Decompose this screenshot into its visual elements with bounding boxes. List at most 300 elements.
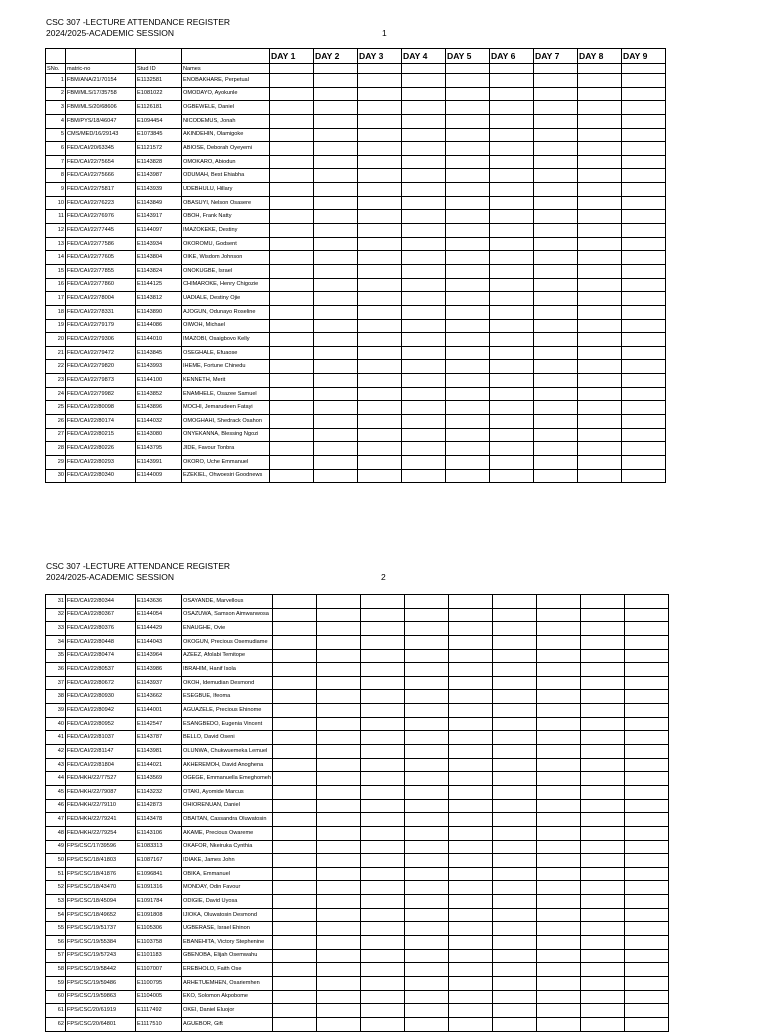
attendance-cell-day-3[interactable]: [360, 1017, 404, 1031]
attendance-cell-day-7[interactable]: [536, 854, 580, 868]
attendance-cell-day-1[interactable]: [270, 469, 314, 483]
attendance-cell-day-7[interactable]: [534, 224, 578, 238]
attendance-cell-day-7[interactable]: [536, 990, 580, 1004]
attendance-cell-day-6[interactable]: [490, 87, 534, 101]
attendance-cell-day-6[interactable]: [490, 210, 534, 224]
attendance-cell-day-6[interactable]: [492, 704, 536, 718]
attendance-cell-day-8[interactable]: [578, 87, 622, 101]
attendance-cell-day-5[interactable]: [448, 635, 492, 649]
attendance-cell-day-5[interactable]: [446, 183, 490, 197]
attendance-cell-day-7[interactable]: [536, 1017, 580, 1031]
attendance-cell-day-5[interactable]: [446, 74, 490, 88]
attendance-cell-day-2[interactable]: [314, 224, 358, 238]
attendance-cell-day-6[interactable]: [490, 360, 534, 374]
attendance-cell-day-7[interactable]: [536, 936, 580, 950]
attendance-cell-day-2[interactable]: [316, 758, 360, 772]
attendance-cell-day-5[interactable]: [448, 1004, 492, 1018]
attendance-cell-day-4[interactable]: [404, 745, 448, 759]
attendance-cell-day-7[interactable]: [534, 264, 578, 278]
attendance-cell-day-2[interactable]: [314, 101, 358, 115]
attendance-cell-day-6[interactable]: [490, 346, 534, 360]
attendance-cell-day-6[interactable]: [490, 401, 534, 415]
attendance-cell-day-1[interactable]: [272, 608, 316, 622]
attendance-cell-day-3[interactable]: [358, 87, 402, 101]
attendance-cell-day-1[interactable]: [270, 142, 314, 156]
attendance-cell-day-9[interactable]: [622, 169, 666, 183]
attendance-cell-day-6[interactable]: [490, 155, 534, 169]
attendance-cell-day-2[interactable]: [314, 346, 358, 360]
attendance-cell-day-2[interactable]: [316, 690, 360, 704]
attendance-cell-day-1[interactable]: [272, 772, 316, 786]
attendance-cell-day-3[interactable]: [360, 840, 404, 854]
attendance-cell-day-9[interactable]: [624, 813, 668, 827]
attendance-cell-day-4[interactable]: [404, 854, 448, 868]
attendance-cell-day-3[interactable]: [360, 595, 404, 609]
attendance-cell-day-8[interactable]: [580, 895, 624, 909]
attendance-cell-day-4[interactable]: [404, 922, 448, 936]
attendance-cell-day-8[interactable]: [578, 415, 622, 429]
attendance-cell-day-2[interactable]: [314, 278, 358, 292]
attendance-cell-day-8[interactable]: [578, 401, 622, 415]
attendance-cell-day-9[interactable]: [624, 840, 668, 854]
attendance-cell-day-5[interactable]: [448, 895, 492, 909]
attendance-cell-day-2[interactable]: [314, 319, 358, 333]
attendance-cell-day-5[interactable]: [446, 292, 490, 306]
attendance-cell-day-7[interactable]: [536, 895, 580, 909]
attendance-cell-day-3[interactable]: [358, 183, 402, 197]
attendance-cell-day-9[interactable]: [624, 949, 668, 963]
attendance-cell-day-4[interactable]: [404, 622, 448, 636]
attendance-cell-day-5[interactable]: [446, 155, 490, 169]
attendance-cell-day-3[interactable]: [358, 346, 402, 360]
attendance-cell-day-9[interactable]: [624, 704, 668, 718]
attendance-cell-day-1[interactable]: [272, 949, 316, 963]
attendance-cell-day-1[interactable]: [272, 649, 316, 663]
attendance-cell-day-9[interactable]: [622, 142, 666, 156]
attendance-cell-day-9[interactable]: [622, 278, 666, 292]
attendance-cell-day-8[interactable]: [580, 595, 624, 609]
attendance-cell-day-2[interactable]: [314, 196, 358, 210]
attendance-cell-day-5[interactable]: [448, 595, 492, 609]
attendance-cell-day-2[interactable]: [316, 895, 360, 909]
attendance-cell-day-9[interactable]: [622, 374, 666, 388]
attendance-cell-day-2[interactable]: [314, 333, 358, 347]
attendance-cell-day-1[interactable]: [272, 1004, 316, 1018]
attendance-cell-day-7[interactable]: [536, 663, 580, 677]
attendance-cell-day-3[interactable]: [358, 155, 402, 169]
attendance-cell-day-9[interactable]: [622, 333, 666, 347]
attendance-cell-day-4[interactable]: [402, 401, 446, 415]
attendance-cell-day-2[interactable]: [314, 237, 358, 251]
attendance-cell-day-6[interactable]: [492, 663, 536, 677]
attendance-cell-day-2[interactable]: [316, 731, 360, 745]
attendance-cell-day-6[interactable]: [492, 826, 536, 840]
attendance-cell-day-2[interactable]: [314, 292, 358, 306]
attendance-cell-day-9[interactable]: [622, 251, 666, 265]
attendance-cell-day-5[interactable]: [448, 963, 492, 977]
attendance-cell-day-9[interactable]: [622, 455, 666, 469]
attendance-cell-day-2[interactable]: [314, 264, 358, 278]
attendance-cell-day-4[interactable]: [404, 936, 448, 950]
attendance-cell-day-1[interactable]: [272, 867, 316, 881]
attendance-cell-day-9[interactable]: [624, 772, 668, 786]
attendance-cell-day-7[interactable]: [536, 813, 580, 827]
attendance-cell-day-3[interactable]: [358, 360, 402, 374]
attendance-cell-day-1[interactable]: [272, 717, 316, 731]
attendance-cell-day-2[interactable]: [314, 155, 358, 169]
attendance-cell-day-9[interactable]: [622, 74, 666, 88]
attendance-cell-day-8[interactable]: [580, 758, 624, 772]
attendance-cell-day-5[interactable]: [446, 196, 490, 210]
attendance-cell-day-2[interactable]: [314, 305, 358, 319]
attendance-cell-day-8[interactable]: [580, 1004, 624, 1018]
attendance-cell-day-8[interactable]: [578, 360, 622, 374]
attendance-cell-day-1[interactable]: [270, 455, 314, 469]
attendance-cell-day-1[interactable]: [272, 908, 316, 922]
attendance-cell-day-5[interactable]: [448, 758, 492, 772]
attendance-cell-day-2[interactable]: [314, 469, 358, 483]
attendance-cell-day-8[interactable]: [580, 949, 624, 963]
attendance-cell-day-3[interactable]: [360, 1004, 404, 1018]
attendance-cell-day-5[interactable]: [446, 128, 490, 142]
attendance-cell-day-8[interactable]: [580, 717, 624, 731]
attendance-cell-day-3[interactable]: [360, 717, 404, 731]
attendance-cell-day-6[interactable]: [490, 169, 534, 183]
attendance-cell-day-8[interactable]: [580, 908, 624, 922]
attendance-cell-day-2[interactable]: [316, 704, 360, 718]
attendance-cell-day-7[interactable]: [534, 387, 578, 401]
attendance-cell-day-7[interactable]: [534, 374, 578, 388]
attendance-cell-day-9[interactable]: [624, 663, 668, 677]
attendance-cell-day-4[interactable]: [402, 346, 446, 360]
attendance-cell-day-8[interactable]: [580, 976, 624, 990]
attendance-cell-day-8[interactable]: [580, 731, 624, 745]
attendance-cell-day-2[interactable]: [316, 976, 360, 990]
attendance-cell-day-5[interactable]: [448, 799, 492, 813]
attendance-cell-day-7[interactable]: [534, 428, 578, 442]
attendance-cell-day-3[interactable]: [360, 745, 404, 759]
attendance-cell-day-5[interactable]: [448, 922, 492, 936]
attendance-cell-day-6[interactable]: [492, 854, 536, 868]
attendance-cell-day-1[interactable]: [272, 922, 316, 936]
attendance-cell-day-3[interactable]: [358, 101, 402, 115]
attendance-cell-day-8[interactable]: [578, 387, 622, 401]
attendance-cell-day-1[interactable]: [270, 442, 314, 456]
attendance-cell-day-9[interactable]: [624, 1017, 668, 1031]
attendance-cell-day-5[interactable]: [446, 101, 490, 115]
attendance-cell-day-9[interactable]: [622, 155, 666, 169]
attendance-cell-day-3[interactable]: [358, 264, 402, 278]
attendance-cell-day-1[interactable]: [270, 196, 314, 210]
attendance-cell-day-4[interactable]: [402, 305, 446, 319]
attendance-cell-day-2[interactable]: [316, 963, 360, 977]
attendance-cell-day-1[interactable]: [270, 224, 314, 238]
attendance-cell-day-3[interactable]: [358, 251, 402, 265]
attendance-cell-day-3[interactable]: [358, 278, 402, 292]
attendance-cell-day-6[interactable]: [492, 936, 536, 950]
attendance-cell-day-4[interactable]: [404, 826, 448, 840]
attendance-cell-day-7[interactable]: [536, 745, 580, 759]
attendance-cell-day-1[interactable]: [270, 114, 314, 128]
attendance-cell-day-6[interactable]: [490, 455, 534, 469]
attendance-cell-day-3[interactable]: [360, 663, 404, 677]
attendance-cell-day-5[interactable]: [446, 251, 490, 265]
attendance-cell-day-8[interactable]: [580, 963, 624, 977]
attendance-cell-day-9[interactable]: [622, 224, 666, 238]
attendance-cell-day-4[interactable]: [404, 990, 448, 1004]
attendance-cell-day-1[interactable]: [272, 745, 316, 759]
attendance-cell-day-9[interactable]: [622, 401, 666, 415]
attendance-cell-day-2[interactable]: [314, 114, 358, 128]
attendance-cell-day-7[interactable]: [536, 690, 580, 704]
attendance-cell-day-6[interactable]: [490, 319, 534, 333]
attendance-cell-day-2[interactable]: [314, 183, 358, 197]
attendance-cell-day-7[interactable]: [536, 595, 580, 609]
attendance-cell-day-9[interactable]: [624, 854, 668, 868]
attendance-cell-day-9[interactable]: [622, 346, 666, 360]
attendance-cell-day-6[interactable]: [490, 237, 534, 251]
attendance-cell-day-4[interactable]: [402, 101, 446, 115]
attendance-cell-day-3[interactable]: [360, 963, 404, 977]
attendance-cell-day-5[interactable]: [446, 210, 490, 224]
attendance-cell-day-8[interactable]: [580, 840, 624, 854]
attendance-cell-day-8[interactable]: [578, 305, 622, 319]
attendance-cell-day-1[interactable]: [272, 595, 316, 609]
attendance-cell-day-1[interactable]: [270, 305, 314, 319]
attendance-cell-day-2[interactable]: [314, 87, 358, 101]
attendance-cell-day-7[interactable]: [536, 922, 580, 936]
attendance-cell-day-7[interactable]: [534, 442, 578, 456]
attendance-cell-day-4[interactable]: [404, 895, 448, 909]
attendance-cell-day-3[interactable]: [360, 772, 404, 786]
attendance-cell-day-1[interactable]: [270, 101, 314, 115]
attendance-cell-day-4[interactable]: [402, 292, 446, 306]
attendance-cell-day-4[interactable]: [404, 758, 448, 772]
attendance-cell-day-3[interactable]: [360, 936, 404, 950]
attendance-cell-day-8[interactable]: [578, 101, 622, 115]
attendance-cell-day-6[interactable]: [492, 785, 536, 799]
attendance-cell-day-3[interactable]: [360, 676, 404, 690]
attendance-cell-day-2[interactable]: [314, 128, 358, 142]
attendance-cell-day-5[interactable]: [448, 704, 492, 718]
attendance-cell-day-4[interactable]: [402, 469, 446, 483]
attendance-cell-day-3[interactable]: [360, 976, 404, 990]
attendance-cell-day-2[interactable]: [316, 949, 360, 963]
attendance-cell-day-7[interactable]: [534, 455, 578, 469]
attendance-cell-day-9[interactable]: [624, 936, 668, 950]
attendance-cell-day-6[interactable]: [492, 881, 536, 895]
attendance-cell-day-9[interactable]: [624, 908, 668, 922]
attendance-cell-day-6[interactable]: [492, 840, 536, 854]
attendance-cell-day-2[interactable]: [316, 867, 360, 881]
attendance-cell-day-7[interactable]: [534, 319, 578, 333]
attendance-cell-day-1[interactable]: [272, 1017, 316, 1031]
attendance-cell-day-3[interactable]: [358, 292, 402, 306]
attendance-cell-day-3[interactable]: [358, 237, 402, 251]
attendance-cell-day-6[interactable]: [490, 196, 534, 210]
attendance-cell-day-7[interactable]: [534, 183, 578, 197]
attendance-cell-day-2[interactable]: [314, 210, 358, 224]
attendance-cell-day-1[interactable]: [270, 169, 314, 183]
attendance-cell-day-7[interactable]: [536, 867, 580, 881]
attendance-cell-day-8[interactable]: [578, 374, 622, 388]
attendance-cell-day-5[interactable]: [446, 319, 490, 333]
attendance-cell-day-6[interactable]: [492, 758, 536, 772]
attendance-cell-day-4[interactable]: [404, 663, 448, 677]
attendance-cell-day-3[interactable]: [358, 415, 402, 429]
attendance-cell-day-3[interactable]: [360, 881, 404, 895]
attendance-cell-day-1[interactable]: [272, 895, 316, 909]
attendance-cell-day-7[interactable]: [536, 622, 580, 636]
attendance-cell-day-7[interactable]: [534, 87, 578, 101]
attendance-cell-day-6[interactable]: [490, 114, 534, 128]
attendance-cell-day-1[interactable]: [270, 319, 314, 333]
attendance-cell-day-6[interactable]: [492, 772, 536, 786]
attendance-cell-day-9[interactable]: [624, 895, 668, 909]
attendance-cell-day-6[interactable]: [490, 387, 534, 401]
attendance-cell-day-8[interactable]: [578, 333, 622, 347]
attendance-cell-day-5[interactable]: [446, 346, 490, 360]
attendance-cell-day-1[interactable]: [270, 428, 314, 442]
attendance-cell-day-6[interactable]: [490, 74, 534, 88]
attendance-cell-day-9[interactable]: [622, 319, 666, 333]
attendance-cell-day-6[interactable]: [492, 1004, 536, 1018]
attendance-cell-day-2[interactable]: [314, 74, 358, 88]
attendance-cell-day-4[interactable]: [404, 595, 448, 609]
attendance-cell-day-3[interactable]: [360, 908, 404, 922]
attendance-cell-day-5[interactable]: [446, 428, 490, 442]
attendance-cell-day-6[interactable]: [490, 292, 534, 306]
attendance-cell-day-2[interactable]: [316, 608, 360, 622]
attendance-cell-day-2[interactable]: [316, 840, 360, 854]
attendance-cell-day-1[interactable]: [272, 976, 316, 990]
attendance-cell-day-7[interactable]: [536, 963, 580, 977]
attendance-cell-day-5[interactable]: [446, 305, 490, 319]
attendance-cell-day-2[interactable]: [316, 649, 360, 663]
attendance-cell-day-9[interactable]: [624, 595, 668, 609]
attendance-cell-day-9[interactable]: [622, 101, 666, 115]
attendance-cell-day-8[interactable]: [580, 826, 624, 840]
attendance-cell-day-2[interactable]: [316, 1004, 360, 1018]
attendance-cell-day-4[interactable]: [404, 649, 448, 663]
attendance-cell-day-5[interactable]: [446, 278, 490, 292]
attendance-cell-day-1[interactable]: [272, 690, 316, 704]
attendance-cell-day-7[interactable]: [536, 635, 580, 649]
attendance-cell-day-8[interactable]: [580, 854, 624, 868]
attendance-cell-day-3[interactable]: [358, 305, 402, 319]
attendance-cell-day-8[interactable]: [580, 622, 624, 636]
attendance-cell-day-6[interactable]: [492, 813, 536, 827]
attendance-cell-day-9[interactable]: [622, 387, 666, 401]
attendance-cell-day-1[interactable]: [272, 785, 316, 799]
attendance-cell-day-5[interactable]: [448, 649, 492, 663]
attendance-cell-day-3[interactable]: [358, 374, 402, 388]
attendance-cell-day-8[interactable]: [580, 663, 624, 677]
attendance-cell-day-9[interactable]: [622, 210, 666, 224]
attendance-cell-day-7[interactable]: [536, 1004, 580, 1018]
attendance-cell-day-6[interactable]: [492, 608, 536, 622]
attendance-cell-day-2[interactable]: [316, 908, 360, 922]
attendance-cell-day-7[interactable]: [534, 101, 578, 115]
attendance-cell-day-4[interactable]: [402, 360, 446, 374]
attendance-cell-day-8[interactable]: [578, 183, 622, 197]
attendance-cell-day-8[interactable]: [580, 936, 624, 950]
attendance-cell-day-5[interactable]: [448, 854, 492, 868]
attendance-cell-day-6[interactable]: [490, 251, 534, 265]
attendance-cell-day-1[interactable]: [272, 635, 316, 649]
attendance-cell-day-7[interactable]: [534, 128, 578, 142]
attendance-cell-day-9[interactable]: [624, 881, 668, 895]
attendance-cell-day-8[interactable]: [578, 455, 622, 469]
attendance-cell-day-2[interactable]: [314, 455, 358, 469]
attendance-cell-day-2[interactable]: [316, 1017, 360, 1031]
attendance-cell-day-3[interactable]: [358, 333, 402, 347]
attendance-cell-day-3[interactable]: [358, 196, 402, 210]
attendance-cell-day-2[interactable]: [314, 401, 358, 415]
attendance-cell-day-6[interactable]: [490, 374, 534, 388]
attendance-cell-day-7[interactable]: [534, 142, 578, 156]
attendance-cell-day-8[interactable]: [578, 251, 622, 265]
attendance-cell-day-7[interactable]: [534, 237, 578, 251]
attendance-cell-day-7[interactable]: [534, 305, 578, 319]
attendance-cell-day-4[interactable]: [402, 142, 446, 156]
attendance-cell-day-9[interactable]: [624, 826, 668, 840]
attendance-cell-day-6[interactable]: [492, 745, 536, 759]
attendance-cell-day-1[interactable]: [270, 74, 314, 88]
attendance-cell-day-3[interactable]: [358, 114, 402, 128]
attendance-cell-day-1[interactable]: [272, 854, 316, 868]
attendance-cell-day-5[interactable]: [446, 360, 490, 374]
attendance-cell-day-9[interactable]: [624, 922, 668, 936]
attendance-cell-day-9[interactable]: [624, 758, 668, 772]
attendance-cell-day-8[interactable]: [578, 346, 622, 360]
attendance-cell-day-8[interactable]: [580, 799, 624, 813]
attendance-cell-day-2[interactable]: [316, 772, 360, 786]
attendance-cell-day-4[interactable]: [404, 635, 448, 649]
attendance-cell-day-4[interactable]: [404, 772, 448, 786]
attendance-cell-day-1[interactable]: [270, 155, 314, 169]
attendance-cell-day-5[interactable]: [448, 690, 492, 704]
attendance-cell-day-8[interactable]: [578, 224, 622, 238]
attendance-cell-day-5[interactable]: [446, 169, 490, 183]
attendance-cell-day-8[interactable]: [578, 196, 622, 210]
attendance-cell-day-6[interactable]: [490, 128, 534, 142]
attendance-cell-day-4[interactable]: [404, 731, 448, 745]
attendance-cell-day-5[interactable]: [446, 87, 490, 101]
attendance-cell-day-1[interactable]: [272, 731, 316, 745]
attendance-cell-day-1[interactable]: [270, 415, 314, 429]
attendance-cell-day-9[interactable]: [622, 87, 666, 101]
attendance-cell-day-1[interactable]: [270, 292, 314, 306]
attendance-cell-day-5[interactable]: [448, 663, 492, 677]
attendance-cell-day-5[interactable]: [446, 264, 490, 278]
attendance-cell-day-5[interactable]: [448, 949, 492, 963]
attendance-cell-day-5[interactable]: [446, 333, 490, 347]
attendance-cell-day-2[interactable]: [316, 936, 360, 950]
attendance-cell-day-1[interactable]: [270, 128, 314, 142]
attendance-cell-day-5[interactable]: [446, 114, 490, 128]
attendance-cell-day-8[interactable]: [578, 319, 622, 333]
attendance-cell-day-4[interactable]: [402, 183, 446, 197]
attendance-cell-day-6[interactable]: [492, 976, 536, 990]
attendance-cell-day-8[interactable]: [578, 142, 622, 156]
attendance-cell-day-1[interactable]: [270, 87, 314, 101]
attendance-cell-day-5[interactable]: [448, 608, 492, 622]
attendance-cell-day-8[interactable]: [580, 649, 624, 663]
attendance-cell-day-9[interactable]: [624, 690, 668, 704]
attendance-cell-day-5[interactable]: [448, 622, 492, 636]
attendance-cell-day-7[interactable]: [536, 731, 580, 745]
